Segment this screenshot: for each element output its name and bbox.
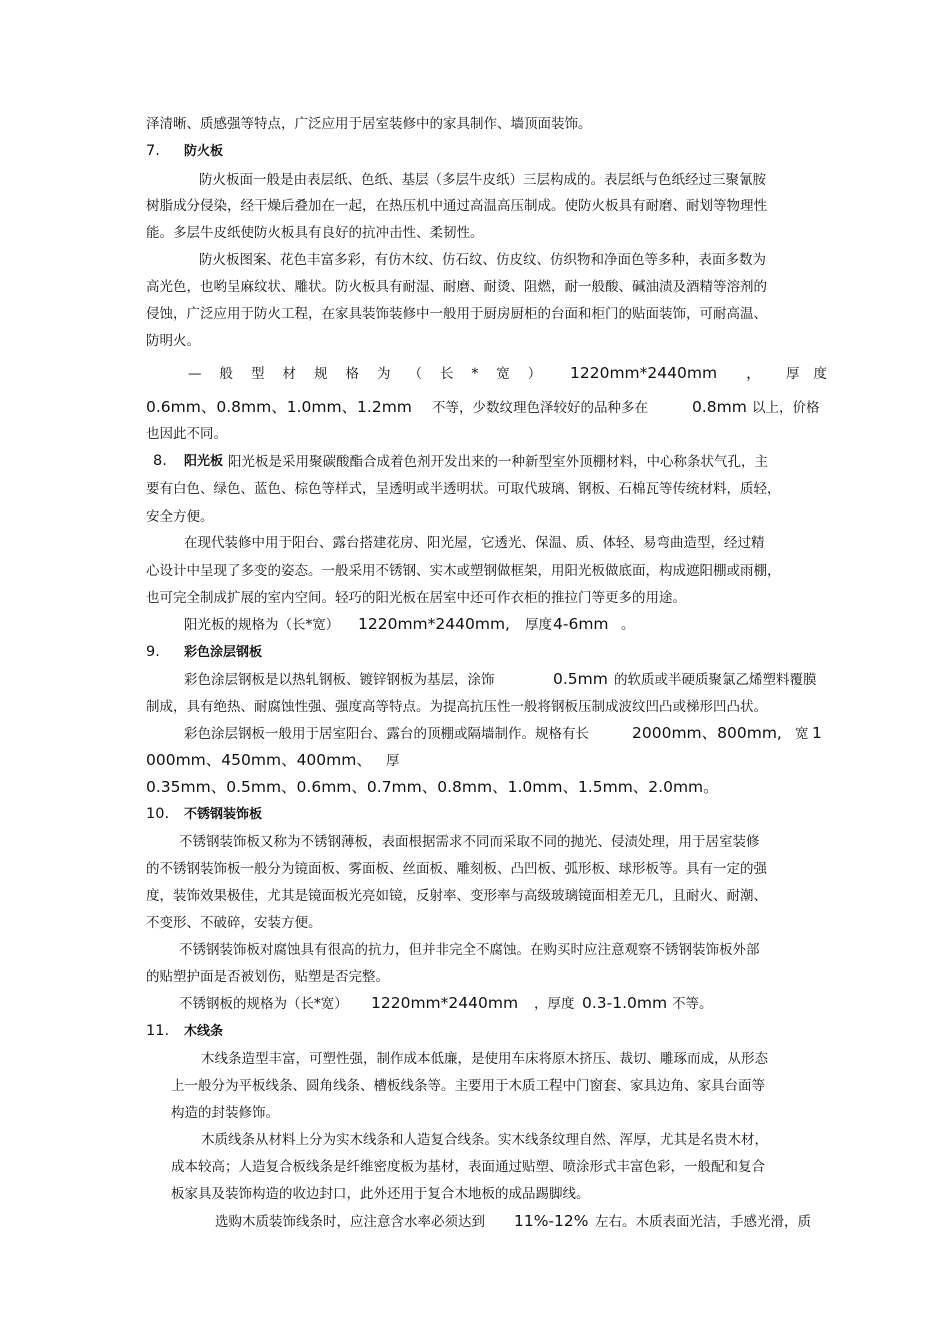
paragraph-line: 的贴塑护面是否被划伤，贴塑是否完整。	[146, 969, 389, 985]
spec-value: 0.35mm、0.5mm、0.6mm、0.7mm、0.8mm、1.0mm、1.5mm、2.0mm。	[146, 778, 719, 796]
paragraph-line: 宽	[795, 726, 809, 742]
paragraph-line: 木质线条从材料上分为实木线条和人造复合线条。实木线条纹理自然、浑厚，尤其是名贵木材，	[201, 1132, 768, 1148]
paragraph-line: 制成，具有绝热、耐腐蚀性强、强度高等特点。为提高抗压性一般将钢板压制成波纹凹凸或梯形凹凸状。	[146, 699, 767, 715]
paragraph-line: 上一般分为平板线条、圆角线条、槽板线条等。主要用于木质工程中门窗套、家具边角、家具台面等	[171, 1078, 765, 1094]
paragraph-line: 防火板图案、花色丰富多彩，有仿木纹、仿石纹、仿皮纹、仿织物和净面色等多种，表面多数为	[199, 252, 766, 268]
spec-value: 1220mm*2440mm	[570, 364, 718, 382]
section-number: 7.	[146, 143, 160, 159]
paragraph-line: 不变形、不破碎，安装方便。	[146, 915, 322, 931]
paragraph-line: 不锈钢装饰板又称为不锈钢薄板，表面根据需求不同而采取不同的抛光、侵渍处理，用于居室装修	[179, 834, 760, 850]
section-title: 不锈钢装饰板	[184, 807, 263, 822]
paragraph-line: 安全方便。	[146, 509, 214, 525]
section-number: 8.	[153, 453, 167, 469]
paragraph-line: 防明火。	[146, 333, 200, 349]
paragraph-line: 厚度	[786, 366, 841, 382]
section-number: 9.	[146, 644, 160, 660]
paragraph-line: 成本较高；人造复合板线条是纤维密度板为基材，表面通过贴塑、喷涂形式丰富色彩，一般配和复合	[171, 1159, 765, 1175]
paragraph-line: —般型材规格为（长*宽）	[188, 366, 560, 382]
paragraph-line: 的不锈钢装饰板一般分为镜面板、雾面板、丝面板、雕刻板、凸凹板、弧形板、球形板等。具有一定的强	[146, 861, 767, 877]
paragraph-line: 心设计中呈现了多变的姿态。一般采用不锈钢、实木或塑钢做框架，用阳光板做底面，构成遮阳棚或雨棚，	[146, 563, 781, 579]
punctuation: ，	[746, 364, 762, 382]
spec-value: 2000mm、800mm,	[632, 724, 782, 742]
spec-value: 0.8mm	[692, 398, 747, 416]
paragraph-line: 也可完全制成扩展的室内空间。轻巧的阳光板在居室中还可作衣柜的推拉门等更多的用途。	[146, 590, 686, 606]
spec-value: 0.3-1.0mm	[582, 994, 668, 1012]
spec-value: 0.5mm	[553, 670, 608, 688]
paragraph-line: 以上，价格	[752, 400, 820, 416]
paragraph-line: 不锈钢板的规格为（长*宽）	[179, 996, 348, 1012]
paragraph-line: 不等，少数纹理色泽较好的品种多在	[432, 400, 648, 416]
paragraph-line: 彩色涂层钢板是以热轧钢板、镀锌钢板为基层，涂饰	[184, 672, 495, 688]
paragraph-line: 选购木质装饰线条时，应注意含水率必须达到	[215, 1214, 485, 1230]
paragraph-line: 高光色，也哟呈麻纹状、雕状。防火板具有耐湿、耐磨、耐烫、阻燃，耐一般酸、碱油渍及酒精等溶剂的	[146, 279, 767, 295]
spec-value: 0.6mm、0.8mm、1.0mm、1.2mm	[146, 398, 412, 416]
section-number: 10.	[146, 806, 170, 822]
paragraph-line: 防火板面一般是由表层纸、色纸、基层（多层牛皮纸）三层构成的。表层纸与色纸经过三聚氰胺	[199, 172, 766, 188]
spec-value: 11%-12%	[514, 1212, 589, 1230]
paragraph-line: 不等。	[672, 996, 713, 1012]
spec-value: 1220mm*2440mm	[371, 994, 519, 1012]
punctuation: 。	[621, 617, 635, 633]
paragraph-line: 厚	[386, 753, 400, 769]
paragraph-line: 的软质或半硬质聚氯乙烯塑料覆膜	[614, 672, 817, 688]
paragraph-line: 能。多层牛皮纸使防火板具有良好的抗冲击性、柔韧性。	[146, 225, 484, 241]
section-title: 防火板	[184, 144, 224, 159]
paragraph-line: 侵蚀，广泛应用于防火工程，在家具装饰装修中一般用于厨房厨柜的台面和柜门的贴面装饰，可耐高温、	[146, 306, 767, 322]
spec-value: 1220mm*2440mm,	[358, 615, 510, 633]
paragraph-line: 要有白色、绿色、蓝色、棕色等样式，呈透明或半透明状。可取代玻璃、钢板、石棉瓦等传统材料，质轻，	[146, 481, 781, 497]
paragraph-line: 左右。木质表面光洁，手感光滑，质	[595, 1214, 811, 1230]
paragraph-line: 也因此不同。	[146, 426, 227, 442]
paragraph-line: 度，装饰效果极佳，尤其是镜面板光亮如镜，反射率、变形率与高级玻璃镜面相差无几，且耐火、耐潮、	[146, 888, 767, 904]
paragraph-line: 构造的封装修饰。	[171, 1105, 279, 1121]
spec-value: 000mm、450mm、400mm、	[146, 751, 372, 769]
paragraph-line: 泽清晰、质感强等特点，广泛应用于居室装修中的家具制作、墙顶面装饰。	[146, 116, 592, 132]
spec-value: 4-6mm	[553, 615, 609, 633]
paragraph-line: 在现代装修中用于阳台、露台搭建花房、阳光屋，它透光、保温、质、体轻、易弯曲造型，经过精	[184, 535, 765, 551]
paragraph-line: 阳光板的规格为（长*宽）	[184, 617, 340, 633]
paragraph-line: 树脂成分侵染，经干燥后叠加在一起，在热压机中通过高温高压制成。使防火板具有耐磨、耐划等物理性	[146, 198, 767, 214]
paragraph-line: 彩色涂层钢板一般用于居室阳台、露台的顶棚或隔墙制作。规格有长	[184, 726, 589, 742]
paragraph-line: 不锈钢装饰板对腐蚀具有很高的抗力，但并非完全不腐蚀。在购买时应注意观察不锈钢装饰板外部	[179, 942, 760, 958]
spec-value: 1	[812, 724, 822, 742]
paragraph-line: 厚度	[525, 617, 552, 633]
section-title: 木线条	[184, 1024, 224, 1039]
paragraph-line: 阳光板是采用聚碳酸酯合成着色剂开发出来的一种新型室外顶棚材料，中心称条状气孔，主	[228, 454, 768, 470]
section-title: 彩色涂层钢板	[184, 645, 263, 660]
paragraph-line: 板家具及装饰构造的收边封口，此外还用于复合木地板的成品踢脚线。	[171, 1186, 590, 1202]
section-number: 11.	[146, 1023, 170, 1039]
section-title: 阳光板	[184, 454, 224, 469]
paragraph-line: 木线条造型丰富，可塑性强，制作成本低廉，是使用车床将原木挤压、裁切、雕琢而成，从形态	[201, 1051, 768, 1067]
paragraph-line: ，厚度	[534, 996, 575, 1012]
